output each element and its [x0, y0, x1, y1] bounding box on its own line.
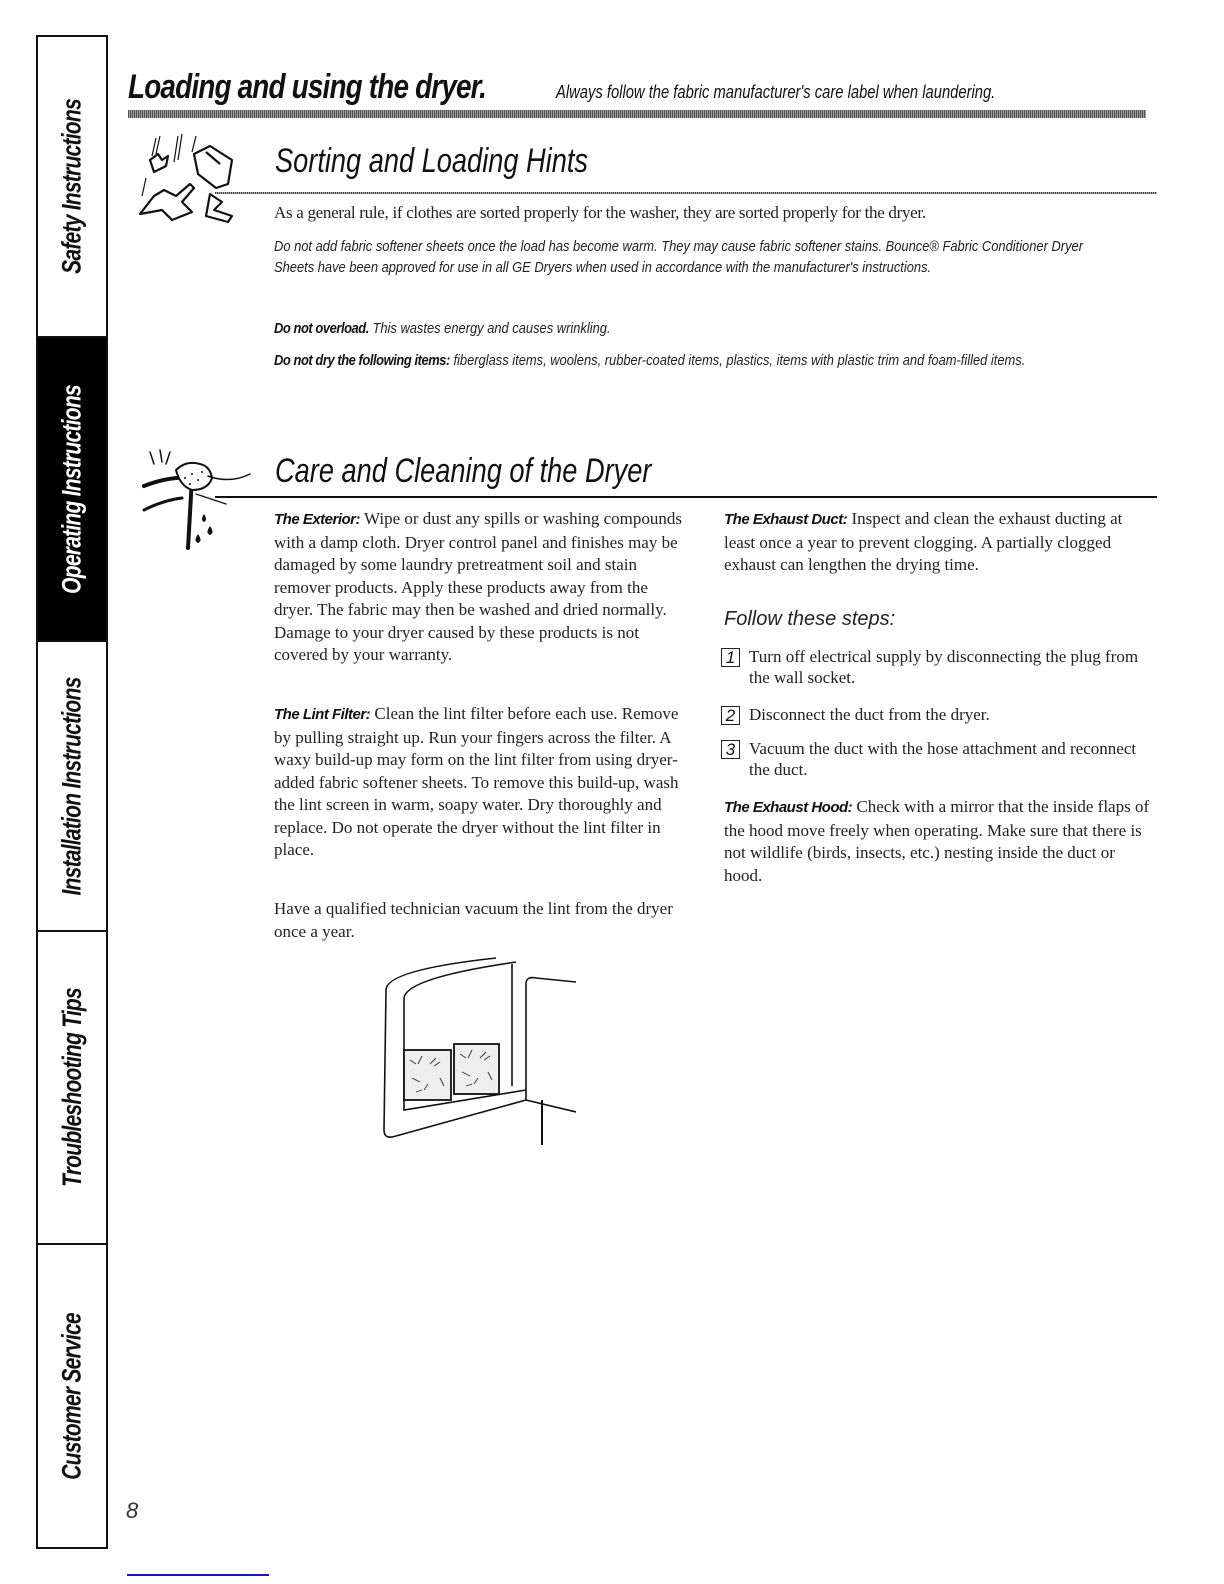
- tab-label: Customer Service: [56, 1312, 87, 1480]
- exhaust-hood-lead: The Exhaust Hood:: [724, 799, 853, 816]
- exterior-paragraph: [274, 508, 684, 667]
- softener-note: Do not add fabric softener sheets once the load has become warm. They may cause fabric softener stains. Bounce® Fabric Conditioner Dryer Sheets have been approved for use in all GE Dryers when used in accordance with the manufacturer's instructions.: [274, 238, 1083, 276]
- exterior-text: Wipe or dust any spills or washing compounds with a damp cloth. Dryer control panel and finishes may be damaged by some laundry pretreatment soil and stain remover products. Apply these products away from the dryer. The fabric may then be washed and dried normally. Damage to your dryer caused by these products is not covered by your warranty.: [274, 509, 683, 664]
- page-number: 8: [126, 1498, 139, 1523]
- section-divider: [215, 496, 1157, 498]
- section-tabs: [36, 35, 108, 1549]
- overload-note: [274, 318, 1113, 339]
- step-number: 2: [721, 706, 740, 725]
- header-divider: [128, 110, 1146, 118]
- technician-paragraph: Have a qualified technician vacuum the lint from the dryer once a year.: [274, 899, 673, 941]
- lint-filter-paragraph: [274, 703, 684, 862]
- tab-troubleshooting-tips[interactable]: [38, 932, 106, 1245]
- tab-installation-instructions[interactable]: [38, 642, 106, 932]
- do-not-dry-note: [274, 350, 1113, 371]
- exhaust-hood-paragraph: [724, 796, 1154, 887]
- tab-label: Safety Instructions: [56, 99, 87, 274]
- step-text: Disconnect the duct from the dryer.: [749, 705, 990, 724]
- page-subtitle: Always follow the fabric manufacturer's care label when laundering.: [556, 82, 996, 102]
- step-item: [721, 738, 1151, 780]
- tab-customer-service[interactable]: [38, 1245, 106, 1547]
- do-not-dry-lead: Do not dry the following items:: [274, 352, 450, 369]
- step-number: 3: [721, 740, 740, 759]
- exhaust-hood-text: Check with a mirror that the inside flaps of the hood move freely when operating. Make sure that there is not wildlife (birds, insects, etc.) nesting inside the duct or hood.: [724, 797, 1150, 885]
- step-number: 1: [721, 648, 740, 667]
- section-divider: [215, 192, 1157, 194]
- exhaust-duct-lead: The Exhaust Duct:: [724, 511, 848, 528]
- step-text: Turn off electrical supply by disconnecting the plug from the wall socket.: [749, 647, 1139, 687]
- lint-filter-text: Clean the lint filter before each use. Remove by pulling straight up. Run your fingers across the filter. A waxy build-up may form on the lint filter from using dryer-added fabric softener sheets. To remove this build-up, wash the lint screen in warm, soapy water. Dry thoroughly and replace. Do not operate the dryer without the lint filter in place.: [274, 704, 679, 859]
- step-item: [721, 704, 1151, 725]
- page-title: Loading and using the dryer.: [128, 68, 487, 106]
- tab-operating-instructions[interactable]: [38, 338, 106, 642]
- footer-link-underline: [127, 1574, 269, 1576]
- exterior-lead: The Exterior:: [274, 511, 361, 528]
- section-title-sorting: Sorting and Loading Hints: [275, 142, 589, 180]
- do-not-dry-text: fiberglass items, woolens, rubber-coated items, plastics, items with plastic trim and foam-filled items.: [453, 352, 1026, 369]
- falling-clothes-icon: [132, 132, 262, 227]
- lint-filter-illustration: [376, 950, 576, 1145]
- page-header: [128, 68, 1118, 107]
- overload-text: This wastes energy and causes wrinkling.: [372, 320, 611, 337]
- sponge-cleaning-icon: [140, 448, 260, 553]
- tab-label: Installation Instructions: [56, 676, 87, 896]
- tab-label: Troubleshooting Tips: [56, 988, 87, 1187]
- overload-lead: Do not overload.: [274, 320, 369, 337]
- tab-label: Operating Instructions: [56, 384, 87, 594]
- general-rule-text: As a general rule, if clothes are sorted properly for the washer, they are sorted properly for the dryer.: [274, 203, 926, 222]
- section-title-care: Care and Cleaning of the Dryer: [275, 452, 652, 490]
- tab-safety-instructions[interactable]: [38, 37, 106, 338]
- steps-title: Follow these steps:: [724, 608, 896, 630]
- step-item: [721, 646, 1151, 688]
- lint-filter-lead: The Lint Filter:: [274, 706, 371, 723]
- exhaust-duct-paragraph: [724, 508, 1144, 577]
- step-text: Vacuum the duct with the hose attachment and reconnect the duct.: [749, 739, 1137, 779]
- exhaust-duct-text: Inspect and clean the exhaust ducting at least once a year to prevent clogging. A partially clogged exhaust can lengthen the drying time.: [724, 509, 1123, 574]
